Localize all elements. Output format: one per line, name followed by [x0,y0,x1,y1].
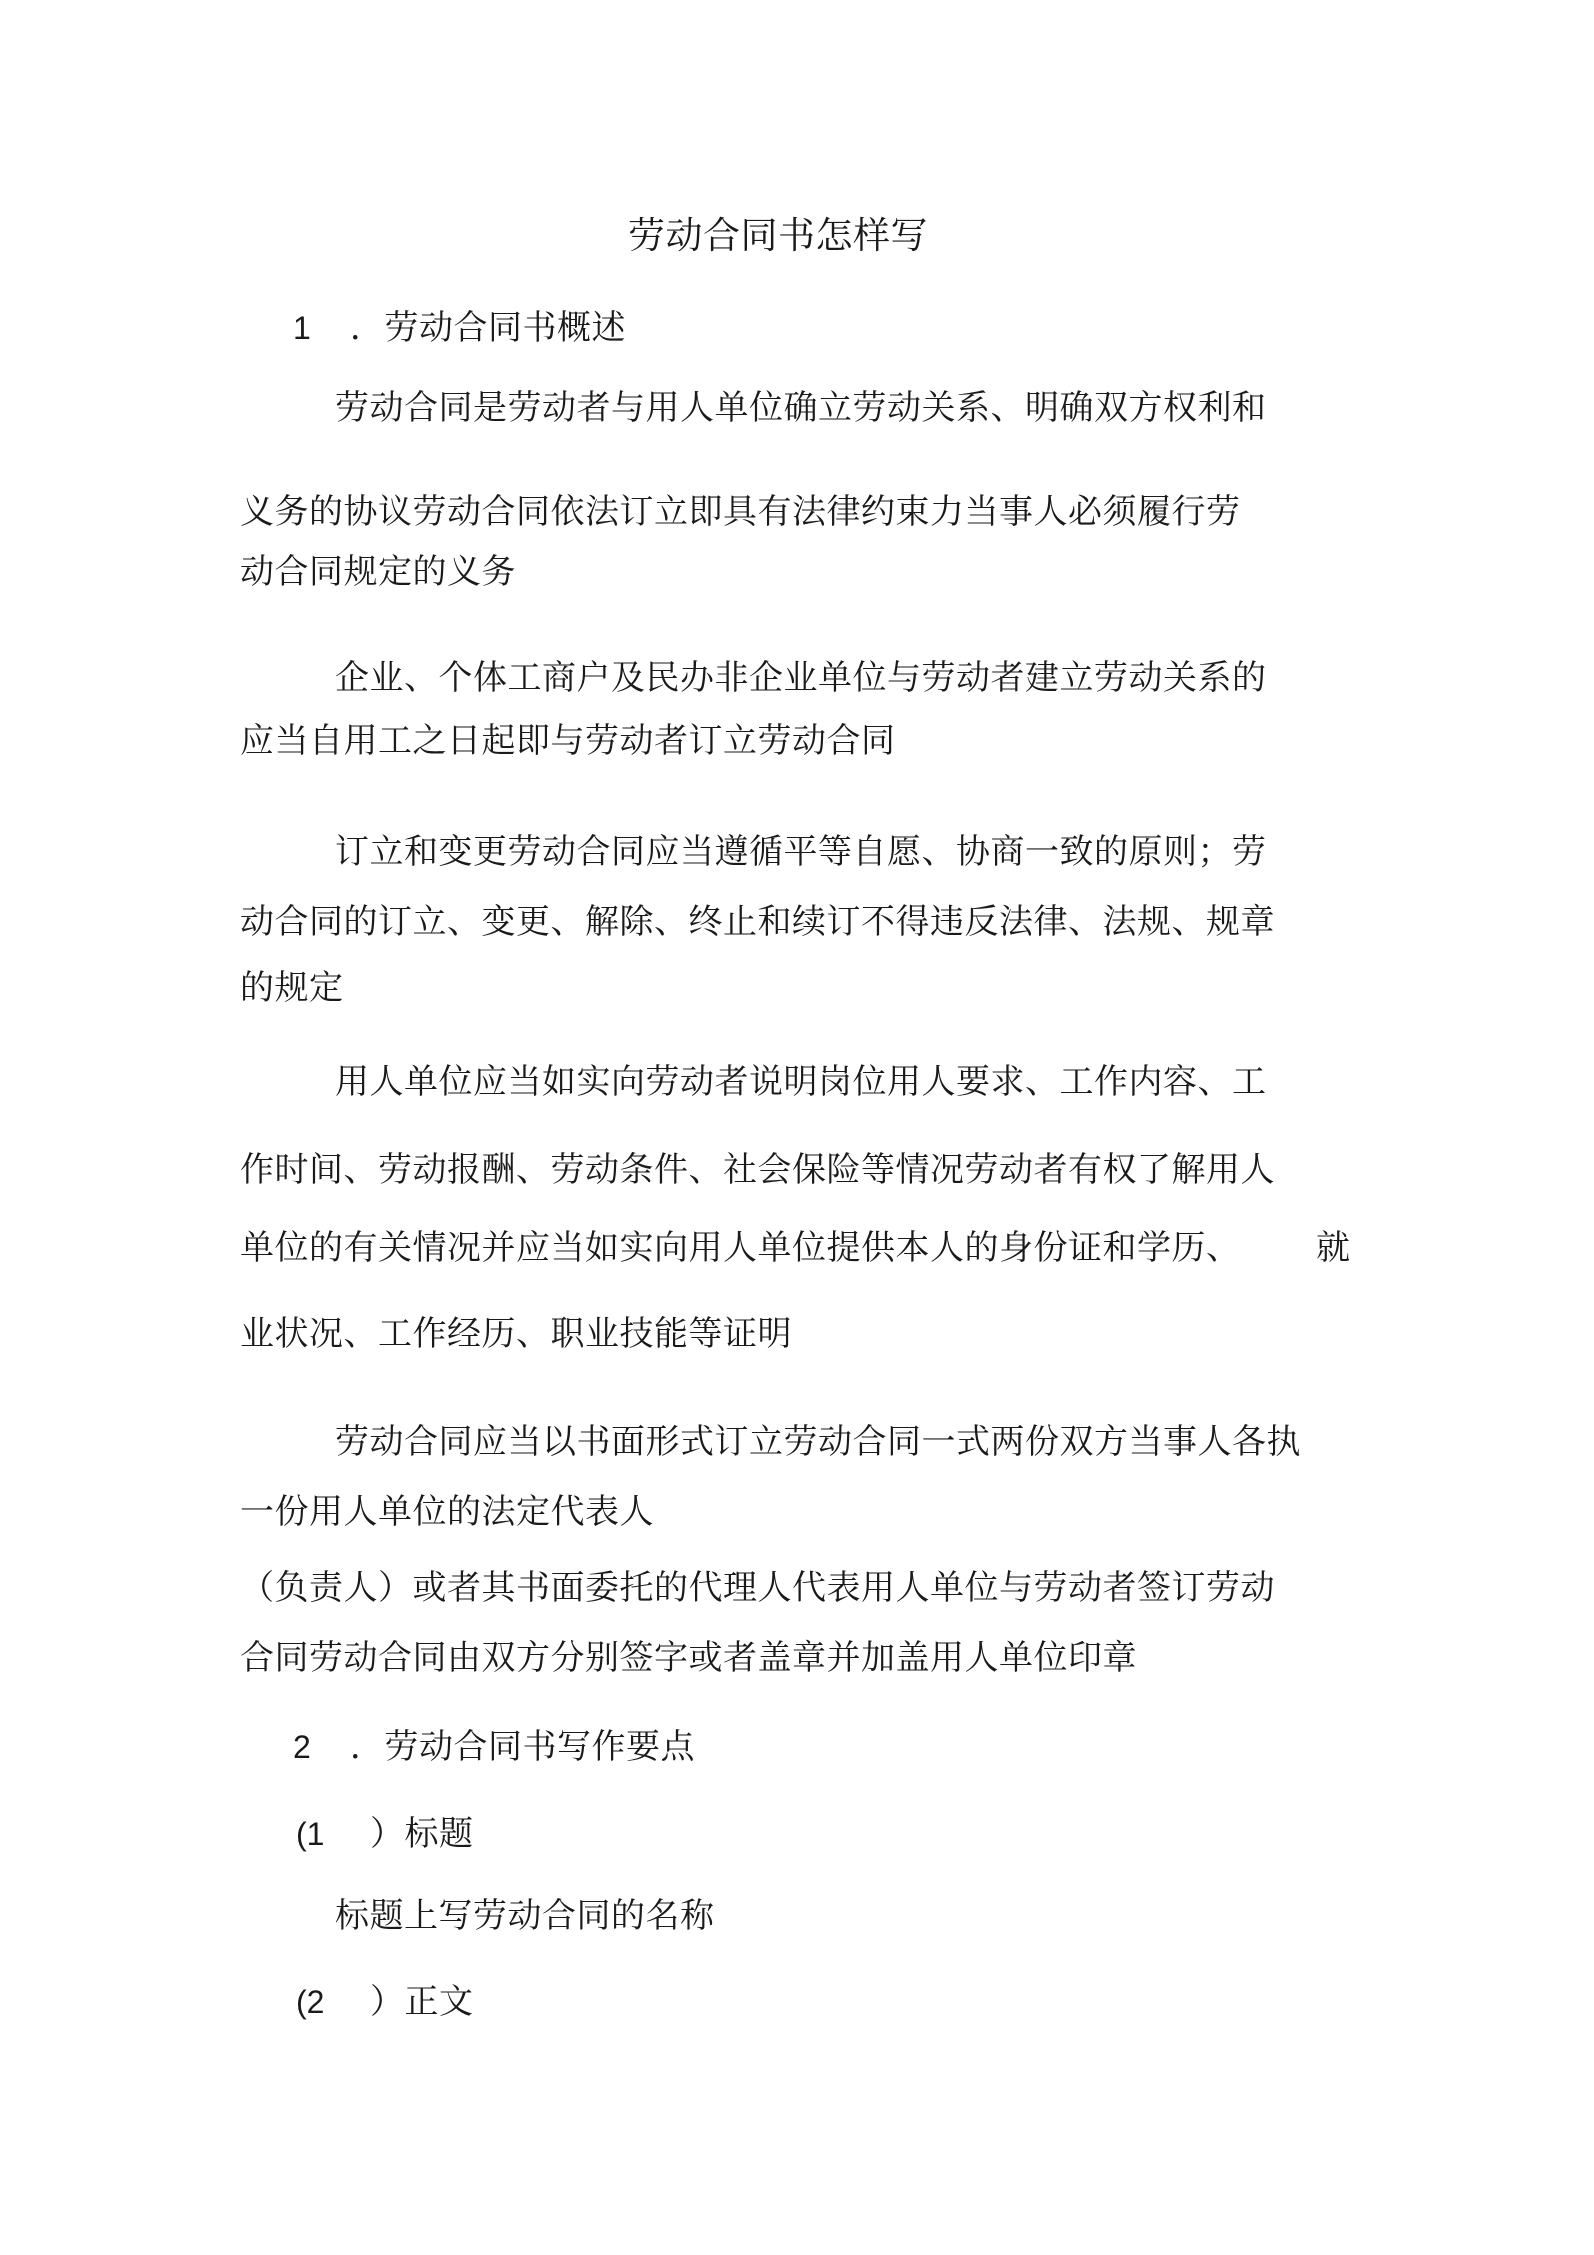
paragraph-line: 业状况、工作经历、职业技能等证明 [240,1314,792,1354]
subsection-heading: ）正文 [370,1982,474,2022]
paragraph-line: 合同劳动合同由双方分别签字或者盖章并加盖用人单位印章 [240,1638,1137,1678]
paragraph-line: 作时间、劳动报酬、劳动条件、社会保险等情况劳动者有权了解用人 [240,1150,1275,1190]
paragraph-line: 的规定 [240,968,344,1008]
paragraph-line: 用人单位应当如实向劳动者说明岗位用人要求、工作内容、工 [335,1062,1267,1102]
subsection-number: (1 [296,1816,325,1852]
paragraph-line: 订立和变更劳动合同应当遵循平等自愿、协商一致的原则；劳 [335,832,1267,872]
subsection-number: (2 [296,1984,325,2020]
paragraph-line: 单位的有关情况并应当如实向用人单位提供本人的身份证和学历、 [240,1228,1241,1268]
paragraph-line: 一份用人单位的法定代表人 [240,1492,654,1532]
section-heading: ．劳动合同书概述 [350,308,626,348]
section-number: 1 [293,310,311,346]
paragraph-line: 劳动合同是劳动者与用人单位确立劳动关系、明确双方权利和 [335,388,1267,428]
subsection-heading: ）标题 [370,1814,474,1854]
document-title: 劳动合同书怎样写 [628,214,928,257]
paragraph-line: 就 [1316,1228,1351,1268]
section-number: 2 [293,1729,311,1765]
paragraph-line: 动合同的订立、变更、解除、终止和续订不得违反法律、法规、规章 [240,902,1275,942]
paragraph-line: （负责人）或者其书面委托的代理人代表用人单位与劳动者签订劳动 [240,1568,1275,1608]
paragraph-line: 标题上写劳动合同的名称 [335,1896,715,1936]
paragraph-line: 劳动合同应当以书面形式订立劳动合同一式两份双方当事人各执 [335,1422,1301,1462]
paragraph-line: 义务的协议劳动合同依法订立即具有法律约束力当事人必须履行劳 [240,492,1241,532]
section-heading: ．劳动合同书写作要点 [350,1727,695,1767]
paragraph-line: 动合同规定的义务 [240,552,516,592]
paragraph-line: 企业、个体工商户及民办非企业单位与劳动者建立劳动关系的 [335,658,1267,698]
paragraph-line: 应当自用工之日起即与劳动者订立劳动合同 [240,721,896,761]
